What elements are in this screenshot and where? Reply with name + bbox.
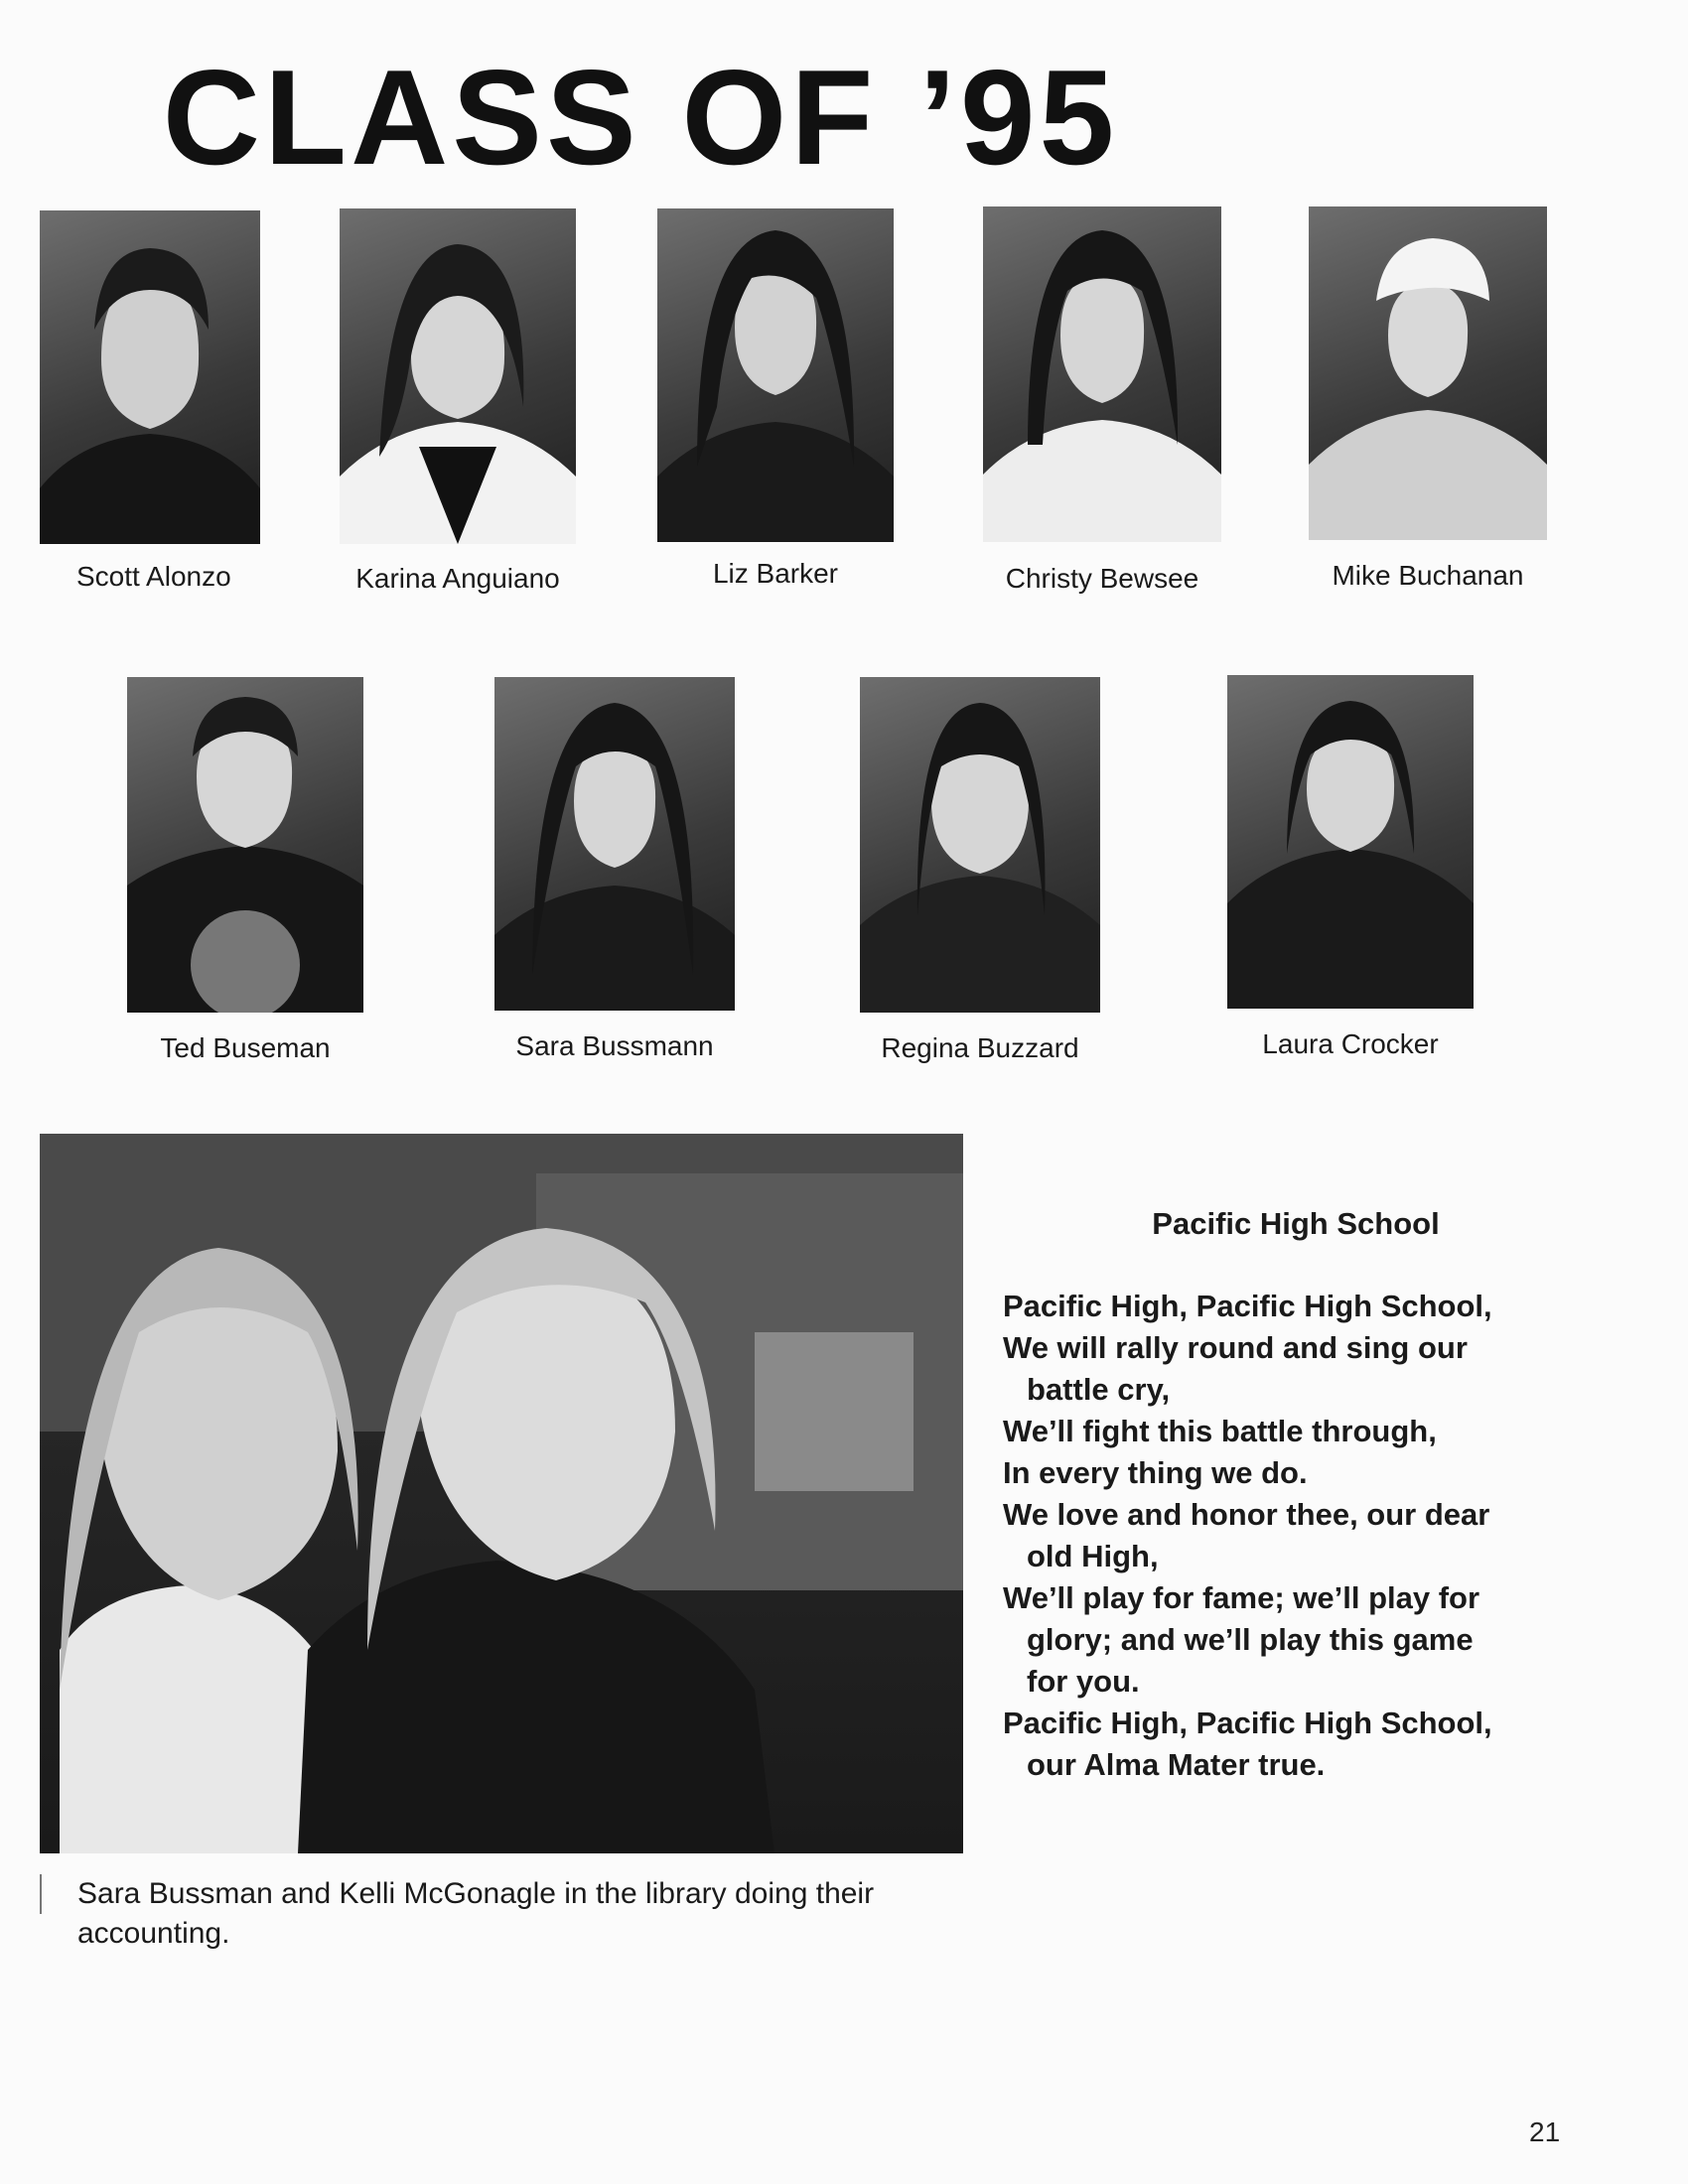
- portrait-photo: [657, 208, 894, 542]
- portrait-photo: [127, 677, 363, 1013]
- lyric-line: We’ll play for fame; we’ll play for: [1003, 1580, 1480, 1615]
- page-number: 21: [1529, 2116, 1561, 2147]
- portrait-photo: [494, 677, 735, 1011]
- lyric-line: for you.: [1027, 1664, 1140, 1699]
- alma-mater-title: Pacific High School: [1152, 1206, 1440, 1241]
- portrait-name: Christy Bewsee: [1005, 563, 1199, 594]
- portrait-name: Scott Alonzo: [76, 561, 231, 592]
- portrait-photo: [1309, 206, 1547, 540]
- portrait-name: Laura Crocker: [1262, 1028, 1439, 1059]
- lyric-line: Pacific High, Pacific High School,: [1003, 1706, 1492, 1740]
- lyric-line: We will rally round and sing our: [1003, 1330, 1468, 1365]
- portrait-name: Liz Barker: [712, 558, 839, 589]
- portrait-photo: [1227, 675, 1474, 1009]
- portrait-photo: [860, 677, 1100, 1013]
- portrait-name: Ted Buseman: [160, 1032, 331, 1063]
- portrait-name: Karina Anguiano: [355, 563, 560, 594]
- portrait-photo: [983, 206, 1221, 542]
- portrait-photo: [340, 208, 576, 544]
- photo-caption: Sara Bussman and Kelli McGonagle in the library doing their accounting.: [77, 1877, 875, 1950]
- lyric-line: We’ll fight this battle through,: [1003, 1414, 1437, 1448]
- feature-photo: [40, 1134, 963, 1853]
- portrait-photo: [40, 210, 260, 544]
- lyric-line: our Alma Mater true.: [1027, 1747, 1326, 1782]
- portrait-name: Mike Buchanan: [1332, 560, 1524, 591]
- lyric-line: In every thing we do.: [1003, 1455, 1308, 1490]
- lyric-line: We love and honor thee, our dear: [1003, 1497, 1490, 1532]
- page-title: CLASS OF ’95: [162, 42, 1119, 193]
- caption-rule: [40, 1874, 42, 1914]
- lyric-line: glory; and we’ll play this game: [1027, 1622, 1474, 1657]
- lyric-line: Pacific High, Pacific High School,: [1003, 1289, 1492, 1323]
- portrait-name: Regina Buzzard: [881, 1032, 1079, 1063]
- alma-mater-lyrics: [1003, 1286, 1638, 1786]
- lyric-line: old High,: [1027, 1539, 1159, 1573]
- lyric-line: battle cry,: [1027, 1372, 1171, 1407]
- portrait-name: Sara Bussmann: [515, 1030, 714, 1061]
